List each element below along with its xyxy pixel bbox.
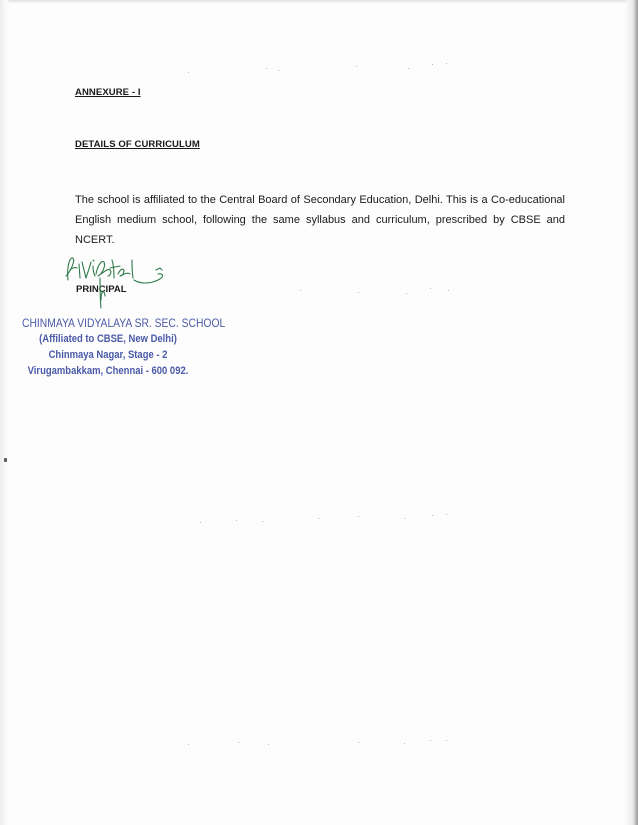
scan-speck — [262, 521, 263, 522]
scan-speck — [430, 740, 431, 741]
curriculum-paragraph: The school is affiliated to the Central Board of Secondary Education, Delhi. This is a Co-educational English medium school, following the same syllabus and curriculum, prescribed by CBSE and NCERT. — [75, 194, 565, 246]
scan-speck — [432, 515, 433, 516]
scan-edge-top — [0, 0, 638, 4]
principal-signature — [58, 252, 173, 322]
scan-speck — [188, 72, 189, 73]
scan-speck — [188, 744, 189, 745]
curriculum-heading: DETAILS OF CURRICULUM — [75, 139, 200, 150]
scan-speck — [404, 743, 405, 744]
scan-speck — [432, 64, 433, 65]
stamp-locality: Chinmaya Nagar, Stage - 2 — [48, 349, 168, 361]
scan-speck — [200, 522, 201, 523]
scan-speck — [266, 68, 267, 69]
scan-speck — [446, 740, 447, 741]
scan-speck — [300, 290, 301, 291]
scan-speck — [356, 66, 357, 67]
scan-speck — [318, 518, 319, 519]
scan-speck — [446, 63, 447, 64]
scan-speck — [404, 518, 405, 519]
stamp-affiliation: (Affiliated to CBSE, New Delhi) — [39, 333, 177, 345]
scan-speck — [236, 520, 237, 521]
scan-speck — [446, 514, 447, 515]
scan-speck — [448, 290, 449, 291]
scan-speck — [358, 742, 359, 743]
scan-edge-left — [0, 0, 10, 825]
stamp-school-name: CHINMAYA VIDYALAYA SR. SEC. SCHOOL — [22, 316, 226, 330]
scan-edge-right — [624, 0, 638, 825]
scan-speck — [430, 288, 431, 289]
school-stamp — [22, 315, 226, 379]
scan-mark — [4, 458, 7, 462]
scan-speck — [278, 70, 279, 71]
scan-speck — [358, 516, 359, 517]
scan-speck — [238, 742, 239, 743]
scan-speck — [408, 68, 409, 69]
scan-speck — [268, 744, 269, 745]
scan-speck — [406, 293, 407, 294]
annexure-heading: ANNEXURE - I — [75, 87, 141, 98]
scan-speck — [358, 292, 359, 293]
stamp-address: Virugambakkam, Chennai - 600 092. — [27, 365, 189, 377]
principal-label: PRINCIPAL — [76, 284, 127, 295]
